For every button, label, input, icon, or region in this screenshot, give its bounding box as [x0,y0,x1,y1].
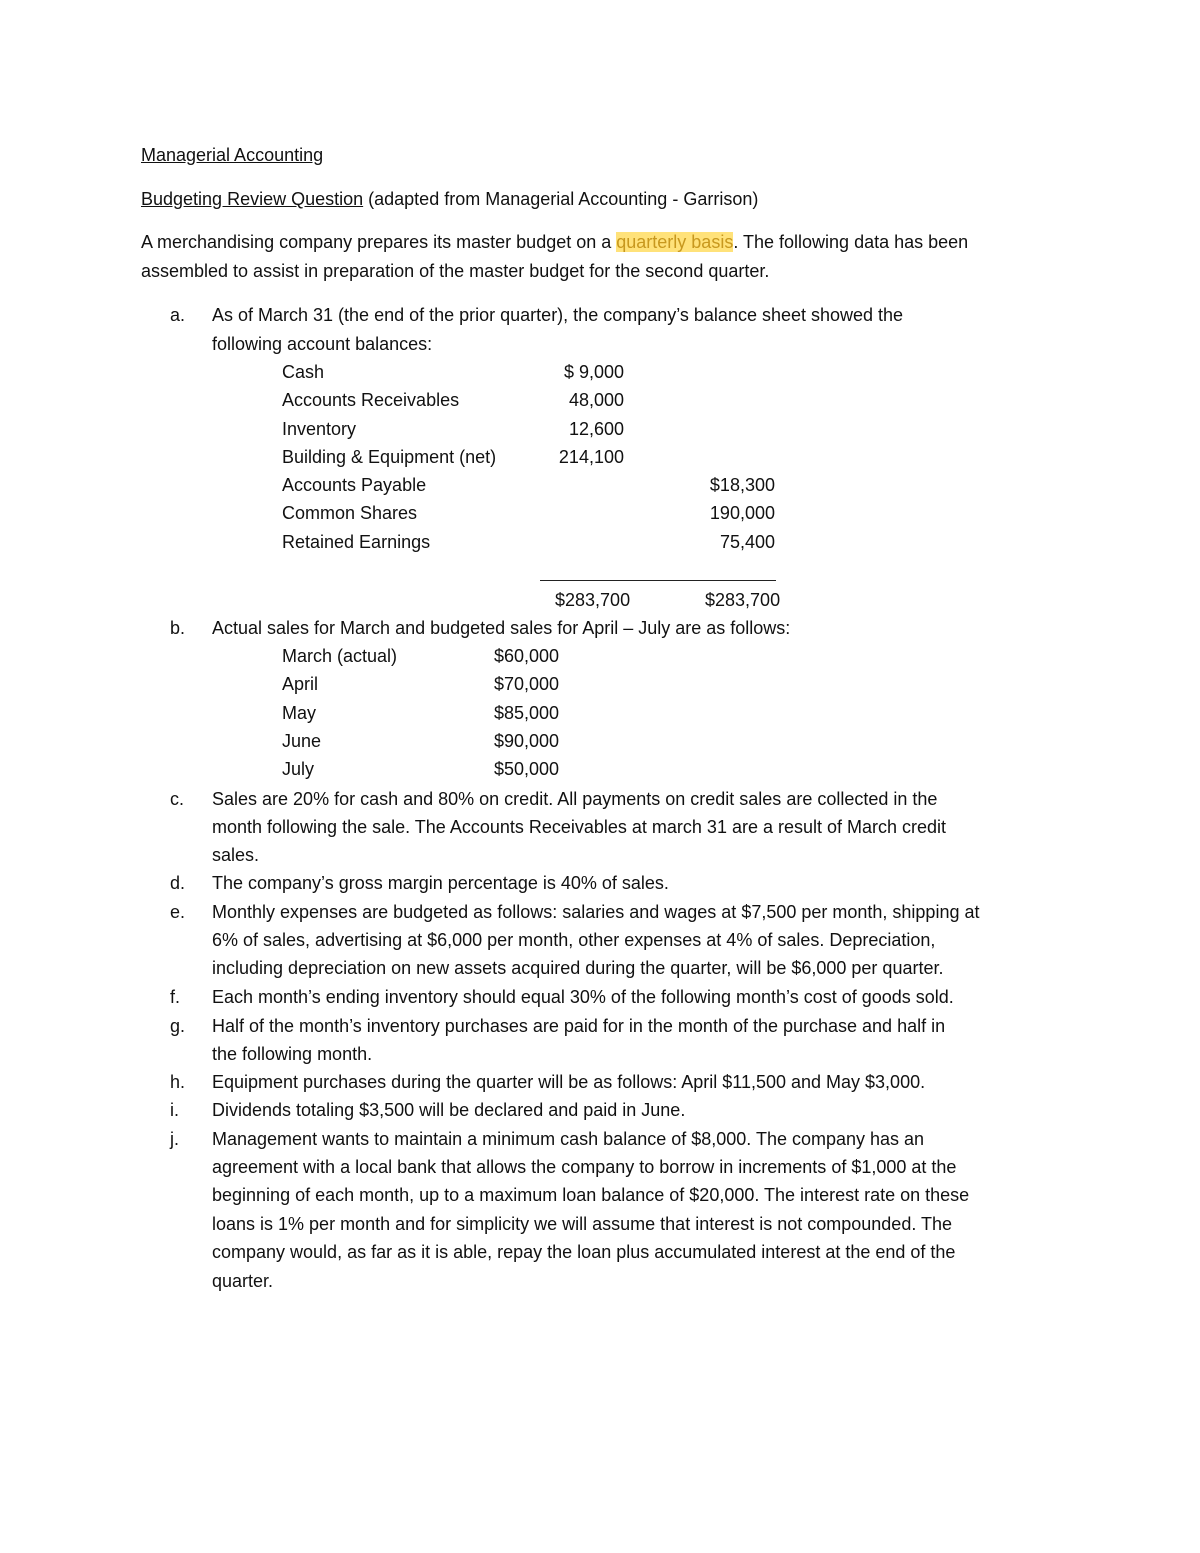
account-credit: $18,300 [709,475,775,495]
course-title: Managerial Accounting [141,145,324,165]
item-d-label: d. [170,873,186,893]
item-j-line: Management wants to maintain a minimum cash balance of $8,000. The company has an [212,1129,925,1149]
item-f-line: Each month’s ending inventory should equal 30% of the following month’s cost of goods sold. [212,987,954,1007]
item-c-label: c. [170,789,185,809]
item-g-line: the following month. [212,1044,373,1064]
item-j-line: agreement with a local bank that allows the company to borrow in increments of $1,000 at the [212,1157,957,1177]
item-j-label: j. [170,1129,179,1149]
item-j-line: loans is 1% per month and for simplicity we will assume that interest is not compounded. The [212,1214,953,1234]
question-heading [141,189,758,210]
account-name: Common Shares [282,503,418,523]
item-b-text: Actual sales for March and budgeted sales for April – July are as follows: [212,618,791,638]
item-g-label: g. [170,1016,186,1036]
sales-amount: $85,000 [494,703,560,723]
total-debit: $283,700 [555,590,631,610]
item-a-line-1: As of March 31 (the end of the prior quarter), the company’s balance sheet showed the [212,305,904,325]
item-h-label: h. [170,1072,186,1092]
highlighted-phrase: quarterly basis [616,232,734,252]
sales-amount: $90,000 [494,731,560,751]
item-i-label: i. [170,1100,179,1120]
item-b-label: b. [170,618,186,638]
account-name: Accounts Payable [282,475,427,495]
item-e-label: e. [170,902,186,922]
item-a-label: a. [170,305,186,325]
sales-amount: $60,000 [494,646,560,666]
item-c-line: Sales are 20% for cash and 80% on credit. All payments on credit sales are collected in the [212,789,938,809]
intro-line-1 [141,232,968,253]
sales-month: July [282,759,315,779]
item-g-line: Half of the month’s inventory purchases are paid for in the month of the purchase and half in [212,1016,946,1036]
item-e-line: including depreciation on new assets acquired during the quarter, will be $6,000 per quarter. [212,958,944,978]
account-credit: 190,000 [709,503,775,523]
account-name: Building & Equipment (net) [282,447,497,467]
intro-part-2: . The following data has been [733,232,969,252]
sales-month: June [282,731,322,751]
intro-line-2: assembled to assist in preparation of the master budget for the second quarter. [141,261,770,281]
account-debit: 12,600 [568,419,624,439]
account-credit: 75,400 [719,532,775,552]
item-a-line-2: following account balances: [212,334,433,354]
item-h-line: Equipment purchases during the quarter will be as follows: April $11,500 and May $3,000. [212,1072,926,1092]
item-i-line: Dividends totaling $3,500 will be declared and paid in June. [212,1100,686,1120]
item-e-line: 6% of sales, advertising at $6,000 per month, other expenses at 4% of sales. Depreciation, [212,930,936,950]
item-e-line: Monthly expenses are budgeted as follows: salaries and wages at $7,500 per month, shipping at [212,902,980,922]
account-name: Cash [282,362,325,382]
question-source: (adapted from Managerial Accounting - Garrison) [363,189,759,209]
sales-month: March (actual) [282,646,398,666]
item-d-line: The company’s gross margin percentage is 40% of sales. [212,873,669,893]
sales-amount: $50,000 [494,759,560,779]
account-name: Inventory [282,419,357,439]
account-debit: 48,000 [568,390,624,410]
sales-month: April [282,674,319,694]
item-f-label: f. [170,987,181,1007]
sales-month: May [282,703,317,723]
question-title: Budgeting Review Question [141,189,364,209]
total-credit: $283,700 [705,590,781,610]
item-c-line: sales. [212,845,260,865]
account-debit: $ 9,000 [563,362,624,382]
total-divider [540,580,776,581]
account-name: Retained Earnings [282,532,431,552]
account-debit: 214,100 [558,447,624,467]
intro-part-1: A merchandising company prepares its master budget on a [141,232,617,252]
item-j-line: company would, as far as it is able, repay the loan plus accumulated interest at the end of the [212,1242,956,1262]
sales-amount: $70,000 [494,674,560,694]
item-j-line: beginning of each month, up to a maximum loan balance of $20,000. The interest rate on these [212,1185,970,1205]
item-j-line: quarter. [212,1271,274,1291]
item-c-line: month following the sale. The Accounts Receivables at march 31 are a result of March credit [212,817,947,837]
account-name: Accounts Receivables [282,390,460,410]
